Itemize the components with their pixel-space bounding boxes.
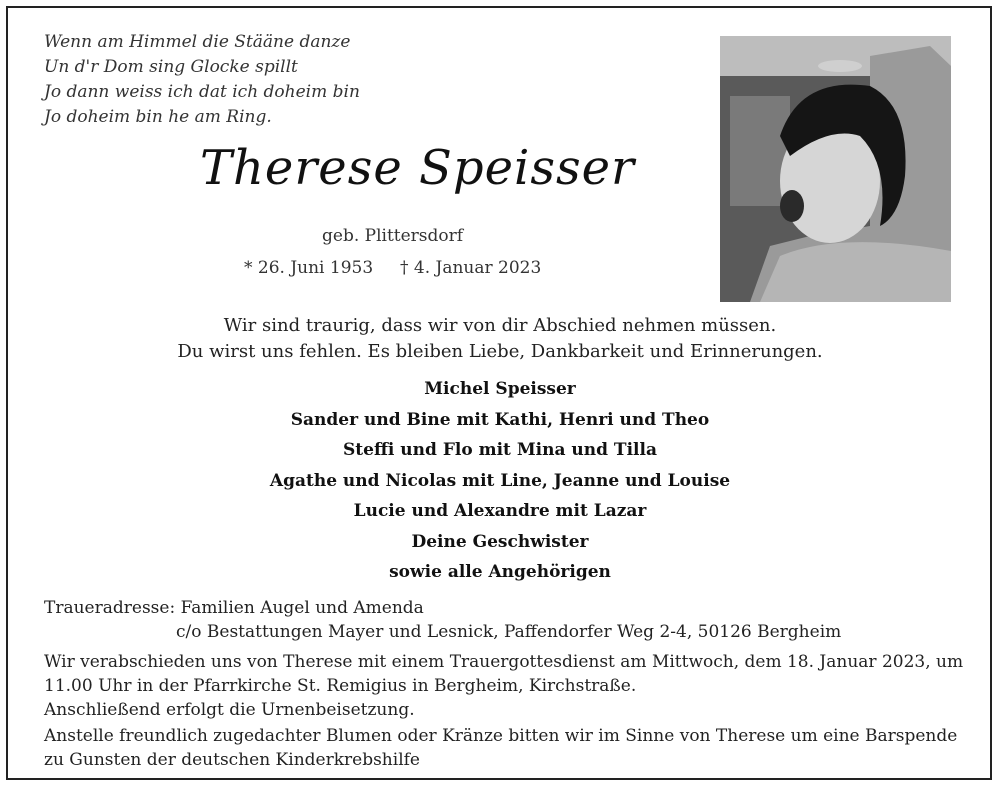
maiden-name: geb. Plittersdorf	[322, 226, 464, 246]
donation-line: Anstelle freundlich zugedachter Blumen oder Kränze bitten wir im Sinne von Therese um eine Barspende	[44, 726, 958, 746]
donation-request	[44, 724, 957, 772]
condolence-line: Du wirst uns fehlen. Es bleiben Liebe, Dankbarkeit und Erinnerungen.	[177, 341, 823, 362]
birth-date: * 26. Juni 1953	[244, 258, 374, 278]
family-member: Sander und Bine mit Kathi, Henri und Theo	[290, 409, 710, 430]
service-details	[44, 650, 963, 722]
poem-line: Jo dann weiss ich dat ich doheim bin	[44, 82, 360, 102]
condolence-line: Wir sind traurig, dass wir von dir Abschied nehmen müssen.	[223, 315, 777, 336]
condolence-text	[0, 313, 1000, 365]
poem-line: Un d'r Dom sing Glocke spillt	[44, 57, 298, 77]
family-member: Lucie und Alexandre mit Lazar	[353, 501, 647, 521]
portrait-photo	[720, 36, 951, 302]
poem-line: Jo doheim bin he am Ring.	[44, 107, 272, 127]
donation-line: zu Gunsten der deutschen Kinderkrebshilfe	[44, 750, 420, 770]
poem-line: Wenn am Himmel die Stääne danze	[44, 32, 351, 52]
death-date: † 4. Januar 2023	[400, 258, 542, 278]
service-line: 11.00 Uhr in der Pfarrkirche St. Remigius in Bergheim, Kirchstraße.	[44, 676, 637, 696]
family-member: Deine Geschwister	[411, 531, 589, 552]
family-member: Steffi und Flo mit Mina und Tilla	[343, 440, 657, 460]
family-member: sowie alle Angehörigen	[389, 562, 611, 582]
deceased-name: Therese Speisser	[200, 140, 635, 196]
mourning-address: Traueradresse: Familien Augel und Amenda	[44, 598, 424, 618]
service-line: Anschließend erfolgt die Urnenbeisetzung.	[44, 700, 415, 720]
family-member: Agathe und Nicolas mit Line, Jeanne und Louise	[269, 470, 731, 491]
mourning-address-line2: c/o Bestattungen Mayer und Lesnick, Paffendorfer Weg 2-4, 50126 Bergheim	[176, 622, 842, 642]
family-list	[0, 374, 1000, 588]
service-line: Wir verabschieden uns von Therese mit einem Trauergottesdienst am Mittwoch, dem 18. Januar 2023, um	[44, 652, 964, 672]
portrait-illustration	[720, 36, 951, 302]
family-member: Michel Speisser	[424, 379, 576, 399]
poem	[44, 30, 360, 130]
